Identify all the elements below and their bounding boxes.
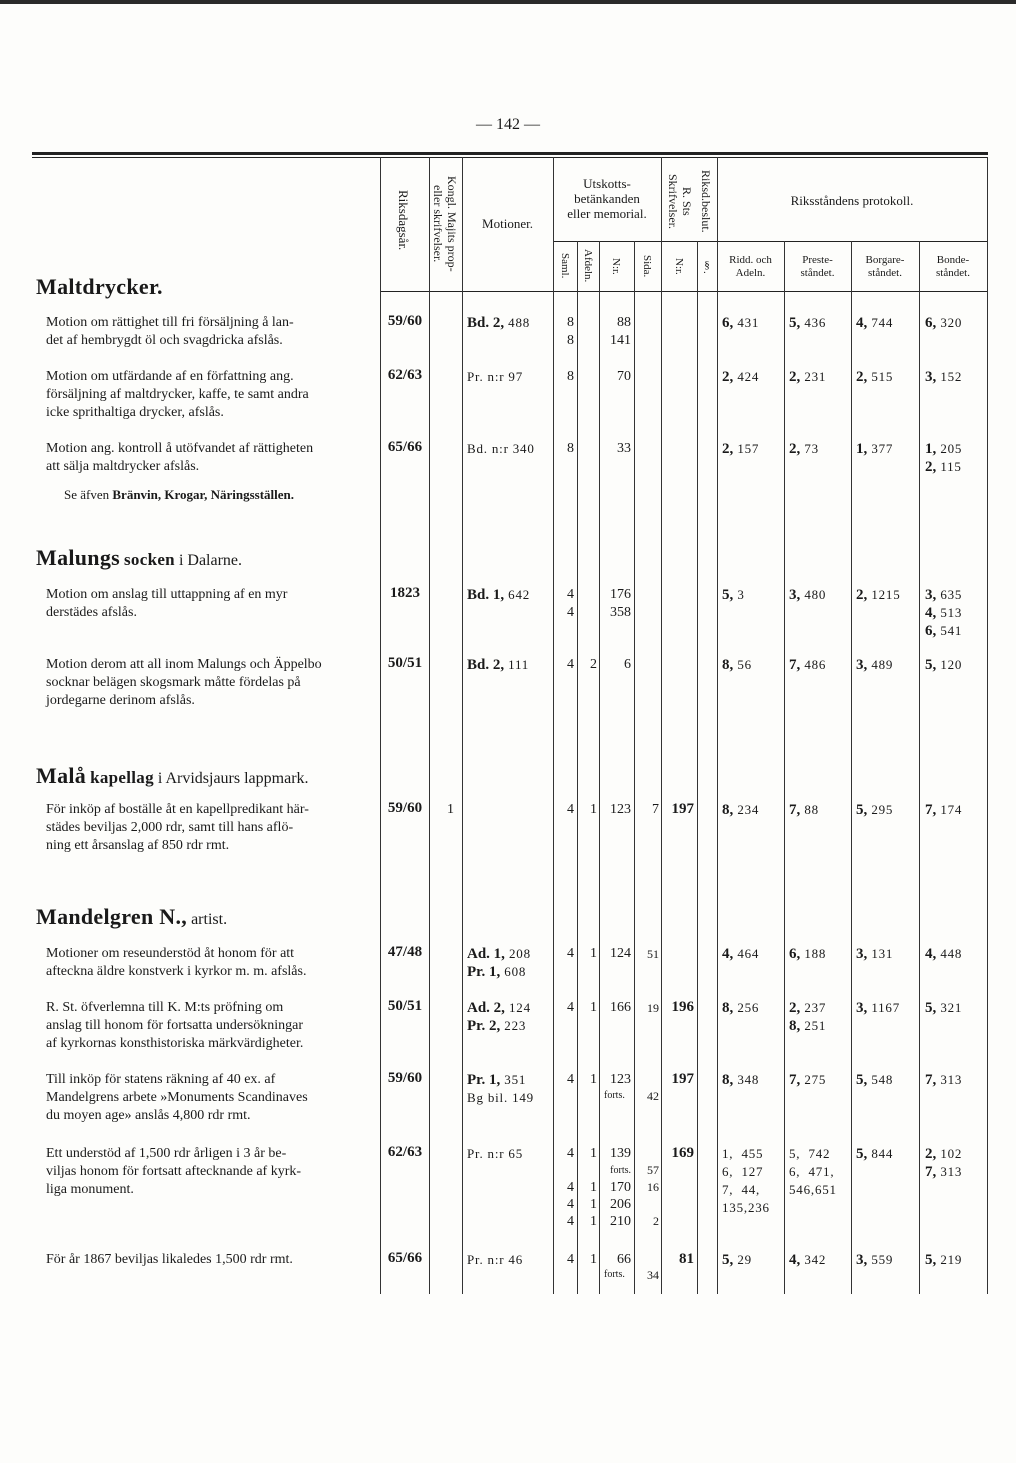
- row-11-rsts: 81: [679, 1251, 694, 1267]
- row-6-rsts: 197: [671, 801, 694, 817]
- col-line-7: [634, 241, 635, 1294]
- col-line-9: [697, 241, 698, 1294]
- row-9-year: 59/60: [387, 1070, 423, 1086]
- row-9-forts: forts.: [604, 1090, 625, 1101]
- row-4-description: Motion om anslag till uttappning af en myr derstädes afslås.: [46, 587, 288, 620]
- header-ridd: Ridd. och Adeln.: [729, 254, 772, 279]
- row-9-ridd: 8, 348: [722, 1072, 760, 1088]
- row-10-afdeln: 1 1 1 1: [590, 1146, 597, 1229]
- row-1-saml: 8 8: [567, 315, 574, 348]
- row-5-ridd: 8, 56: [722, 657, 752, 673]
- row-9-description: Till inköp för statens räkning af 40 ex. af Mandelgrens arbete »Monuments Scandinaves du moyen age» anslås 4,800 rdr rmt.: [46, 1072, 308, 1123]
- header-motioner: Motioner.: [482, 216, 533, 231]
- row-2-description: Motion om utfärdande af en författning ang. försäljning af maltdrycker, kaffe, te samt andra icke sprithaltiga drycker, afslås.: [46, 369, 309, 420]
- row-7-motion: Ad. 1, 208 Pr. 1, 608: [467, 946, 531, 980]
- row-3-year: 65/66: [387, 439, 423, 455]
- row-10-nr: 139 forts. 170 206 210: [610, 1146, 631, 1229]
- row-10-rsts: 169: [671, 1145, 694, 1161]
- row-3-nr: 33: [617, 441, 631, 456]
- row-10-year: 62/63: [387, 1144, 423, 1160]
- row-8-afdeln: 1: [590, 1000, 597, 1015]
- row-6-description: För inköp af boställe åt en kapellpredikant här- städes beviljas 2,000 rdr, samt till hans aflö- ning ett årsanslag af 850 rdr rmt.: [46, 802, 309, 853]
- row-4-saml: 4 4: [567, 587, 574, 620]
- row-2-borgare: 2, 515: [856, 369, 894, 385]
- row-8-saml: 4: [567, 1000, 574, 1015]
- row-11-afdeln: 1: [590, 1252, 597, 1267]
- row-10-borgare: 5, 844: [856, 1146, 894, 1162]
- row-2-motion: Pr. n:r 97: [467, 369, 524, 384]
- row-8-year: 50/51: [387, 998, 423, 1014]
- col-line-4: [553, 157, 554, 1294]
- row-4-nr: 176 358: [610, 587, 631, 620]
- col-line-13: [919, 241, 920, 1294]
- row-3-description: Motion ang. kontroll å utöfvandet af rättigheten att sälja maltdrycker afslås.: [46, 441, 314, 474]
- col-line-2: [429, 157, 430, 1294]
- row-4-motion: Bd. 1, 642: [467, 587, 531, 603]
- row-10-description: Ett understöd af 1,500 rdr årligen i 3 år be- viljas honom för fortsatt aftecknande af kyrk- liga monument.: [46, 1146, 302, 1197]
- row-6-bonde: 7, 174: [925, 802, 963, 818]
- row-4-bonde: 3, 635 4, 513 6, 541: [925, 587, 963, 639]
- row-7-ridd: 4, 464: [722, 946, 760, 962]
- table-top-rule: [32, 152, 988, 155]
- row-11-borgare: 3, 559: [856, 1252, 894, 1268]
- see-also: Se äfven Bränvin, Krogar, Näringsställen.: [64, 487, 295, 502]
- col-line-8: [661, 157, 662, 1294]
- row-11-preste: 4, 342: [789, 1252, 827, 1268]
- row-7-sida: 51: [647, 947, 659, 961]
- row-6-saml: 4: [567, 802, 574, 817]
- row-9-bonde: 7, 313: [925, 1072, 963, 1088]
- col-line-5: [577, 241, 578, 1294]
- header-nr: N:r.: [610, 257, 622, 275]
- col-line-3: [462, 157, 463, 1294]
- header-afdeln: Afdeln.: [582, 249, 594, 283]
- row-10-ridd: 1, 455 6, 127 7, 44, 135,236: [722, 1146, 770, 1215]
- row-11-forts: forts.: [604, 1269, 625, 1280]
- row-5-preste: 7, 486: [789, 657, 827, 673]
- row-1-nr: 88 141: [610, 315, 631, 348]
- row-1-motion: Bd. 2, 488: [467, 315, 531, 331]
- row-6-sida: 7: [652, 802, 659, 817]
- top-border: [0, 0, 1016, 4]
- header-saml: Saml.: [559, 253, 571, 279]
- row-4-borgare: 2, 1215: [856, 587, 901, 603]
- row-9-borgare: 5, 548: [856, 1072, 894, 1088]
- row-5-nr: 6: [624, 657, 631, 672]
- header-rsts: R. Sts Skrifvelser.: [666, 173, 694, 229]
- row-11-sida: 34: [647, 1268, 659, 1282]
- row-1-preste: 5, 436: [789, 315, 827, 331]
- header-preste: Preste- ståndet.: [800, 254, 835, 279]
- row-10-motion: Pr. n:r 65: [467, 1146, 524, 1161]
- row-9-preste: 7, 275: [789, 1072, 827, 1088]
- page-number: — 142 —: [476, 116, 540, 133]
- col-line-14: [987, 157, 988, 1294]
- header-kongl: Kongl. Majits prop- eller skrifvelser.: [431, 176, 459, 272]
- header-borgare: Borgare- ståndet.: [865, 254, 905, 279]
- row-10-bonde: 2, 102 7, 313: [925, 1146, 963, 1180]
- row-7-afdeln: 1: [590, 946, 597, 961]
- row-8-nr: 166: [610, 1000, 631, 1015]
- header-bonde: Bonde- ståndet.: [936, 254, 970, 279]
- row-1-borgare: 4, 744: [856, 315, 894, 331]
- col-line-6: [599, 241, 600, 1294]
- row-8-description: R. St. öfverlemna till K. M:ts pröfning om anslag till honom för fortsatta undersökningar af kyrkornas konsthistoriska märkvärdigheter.: [46, 1000, 304, 1051]
- row-5-afdeln: 2: [590, 657, 597, 672]
- row-2-preste: 2, 231: [789, 369, 827, 385]
- row-2-year: 62/63: [387, 367, 423, 383]
- row-5-description: Motion derom att all inom Malungs och Äppelbo socknar belägen skogsmark måtte fördelas på jordegarne derinom afslås.: [46, 657, 322, 708]
- row-11-bonde: 5, 219: [925, 1252, 963, 1268]
- row-9-motion: Pr. 1, 351 Bg bil. 149: [467, 1072, 534, 1105]
- row-8-sida: 19: [647, 1001, 659, 1015]
- header-protokoll: Riksståndens protokoll.: [790, 193, 914, 208]
- row-9-saml: 4: [567, 1072, 574, 1087]
- row-8-ridd: 8, 256: [722, 1000, 760, 1016]
- row-8-borgare: 3, 1167: [856, 1000, 901, 1016]
- header-utskotts: Utskotts- betänkanden eller memorial.: [567, 176, 647, 221]
- row-8-preste: 2, 237 8, 251: [789, 1000, 827, 1034]
- row-11-saml: 4: [567, 1252, 574, 1267]
- row-7-description: Motioner om reseunderstöd åt honom för att afteckna äldre konstverk i kyrkor m. m. afslås.: [46, 946, 307, 979]
- col-line-12: [851, 241, 852, 1294]
- row-3-motion: Bd. n:r 340: [467, 441, 535, 456]
- row-4-year: 1823: [390, 585, 420, 601]
- col-line-10: [717, 157, 718, 1294]
- row-6-afdeln: 1: [590, 802, 597, 817]
- row-1-year: 59/60: [387, 313, 423, 329]
- row-5-bonde: 5, 120: [925, 657, 963, 673]
- row-6-preste: 7, 88: [789, 802, 819, 818]
- row-9-sida: 42: [647, 1089, 659, 1103]
- subheader-rule-rsts: [661, 241, 717, 242]
- row-11-nr: 66: [617, 1252, 631, 1267]
- row-3-ridd: 2, 157: [722, 441, 760, 457]
- row-7-bonde: 4, 448: [925, 946, 963, 962]
- row-5-borgare: 3, 489: [856, 657, 894, 673]
- row-1-ridd: 6, 431: [722, 315, 760, 331]
- header-rsts-nr: N:r.: [673, 257, 685, 275]
- row-5-year: 50/51: [387, 655, 423, 671]
- header-paragraph: §.: [701, 258, 713, 274]
- row-6-ridd: 8, 234: [722, 802, 760, 818]
- row-6-nr: 123: [610, 802, 631, 817]
- row-5-motion: Bd. 2, 111: [467, 657, 530, 673]
- header-riksdbeslut: Riksd.beslut.: [699, 169, 713, 233]
- subheader-rule-utskott: [553, 241, 661, 242]
- header-bottom-rule: [380, 291, 988, 292]
- row-7-year: 47/48: [387, 944, 423, 960]
- header-sida: Sida.: [641, 254, 653, 278]
- row-9-afdeln: 1: [590, 1072, 597, 1087]
- row-11-year: 65/66: [387, 1250, 423, 1266]
- section-maltdrycker: Maltdrycker.: [36, 274, 163, 299]
- row-2-saml: 8: [567, 369, 574, 384]
- row-8-motion: Ad. 2, 124 Pr. 2, 223: [467, 1000, 531, 1034]
- row-1-bonde: 6, 320: [925, 315, 963, 331]
- header-riksdagsar: Riksdagsår.: [396, 189, 411, 251]
- row-11-ridd: 5, 29: [722, 1252, 752, 1268]
- row-10-preste: 5, 742 6, 471, 546,651: [789, 1146, 837, 1197]
- row-9-rsts: 197: [671, 1071, 694, 1087]
- row-8-rsts: 196: [671, 999, 694, 1015]
- row-6-kongl: 1: [447, 802, 454, 817]
- row-11-description: För år 1867 beviljas likaledes 1,500 rdr rmt.: [46, 1252, 293, 1267]
- row-4-ridd: 5, 3: [722, 587, 745, 603]
- row-7-nr: 124: [610, 946, 631, 961]
- row-10-sida: 57 16 2: [647, 1163, 659, 1228]
- section-mala: Malå kapellag i Arvidsjaurs lappmark.: [36, 763, 309, 788]
- row-6-borgare: 5, 295: [856, 802, 894, 818]
- row-5-saml: 4: [567, 657, 574, 672]
- section-malungs: Malungs socken i Dalarne.: [36, 545, 243, 570]
- row-2-bonde: 3, 152: [925, 369, 963, 385]
- row-6-year: 59/60: [387, 800, 423, 816]
- row-3-borgare: 1, 377: [856, 441, 894, 457]
- row-10-saml: 4 4 4 4: [567, 1146, 574, 1229]
- row-7-preste: 6, 188: [789, 946, 827, 962]
- section-mandelgren: Mandelgren N., artist.: [36, 904, 228, 929]
- row-8-bonde: 5, 321: [925, 1000, 963, 1016]
- row-3-bonde: 1, 205 2, 115: [925, 441, 963, 475]
- row-7-borgare: 3, 131: [856, 946, 894, 962]
- row-11-motion: Pr. n:r 46: [467, 1252, 524, 1267]
- row-3-preste: 2, 73: [789, 441, 819, 457]
- col-line-11: [784, 241, 785, 1294]
- row-3-saml: 8: [567, 441, 574, 456]
- row-7-saml: 4: [567, 946, 574, 961]
- table-top-rule-thin: [32, 157, 988, 158]
- row-9-nr: 123: [610, 1072, 631, 1087]
- row-2-nr: 70: [617, 369, 631, 384]
- row-1-description: Motion om rättighet till fri försäljning å lan- det af hembrygdt öl och svagdricka afslås.: [46, 315, 294, 348]
- subheader-rule-protokoll: [717, 241, 987, 242]
- row-2-ridd: 2, 424: [722, 369, 760, 385]
- row-4-preste: 3, 480: [789, 587, 827, 603]
